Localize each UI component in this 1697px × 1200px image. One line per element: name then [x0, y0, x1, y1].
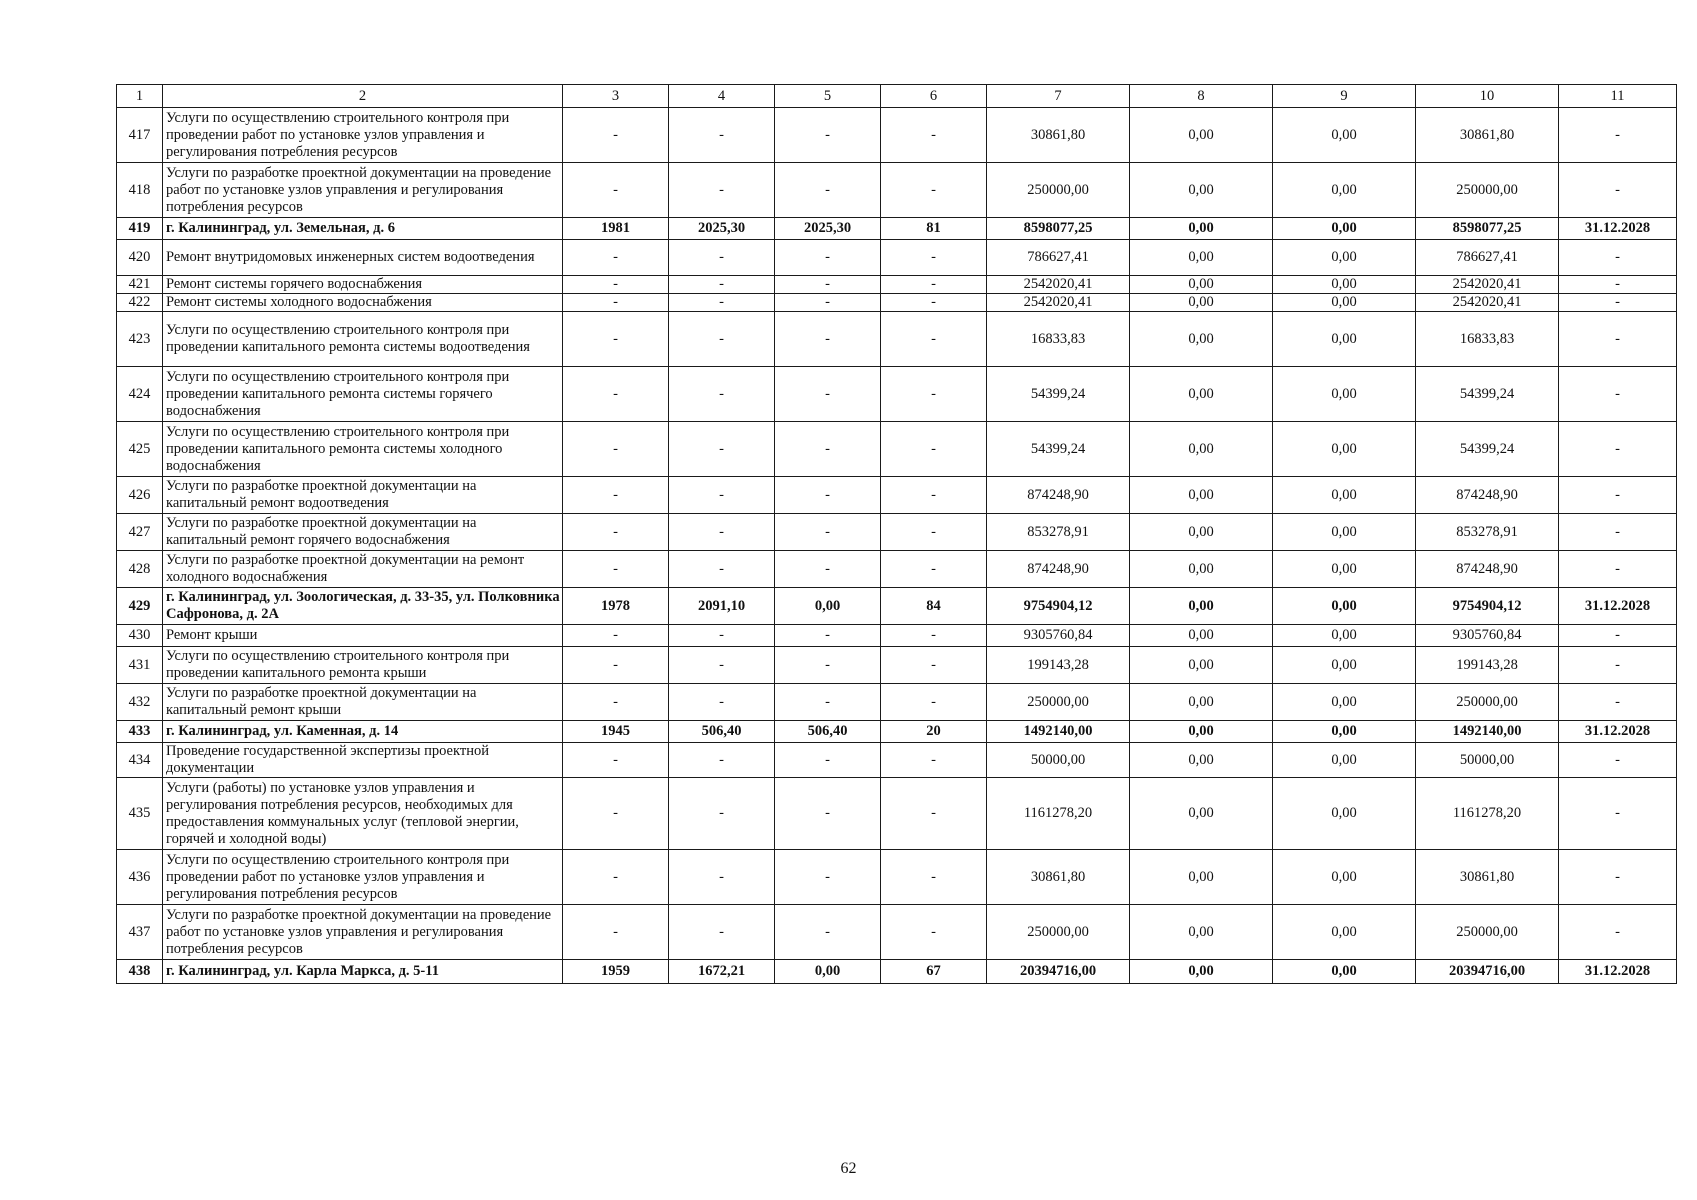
other-cell: 0,00 [1273, 625, 1416, 647]
year-cell: - [563, 276, 669, 294]
deadline-cell: - [1559, 240, 1677, 276]
table-row [117, 647, 1677, 684]
table-row [117, 163, 1677, 218]
fund-cell: 0,00 [1130, 684, 1273, 721]
year-cell: - [563, 625, 669, 647]
total-area-cell: 506,40 [669, 721, 775, 743]
living-area-cell: - [775, 276, 881, 294]
description-cell: Ремонт крыши [163, 625, 563, 647]
fund-cell: 0,00 [1130, 743, 1273, 778]
living-area-cell: - [775, 743, 881, 778]
owners-funds-cell: 1161278,20 [1416, 778, 1559, 850]
owners-funds-cell: 20394716,00 [1416, 960, 1559, 984]
row-number-cell: 434 [117, 743, 163, 778]
row-number-cell: 430 [117, 625, 163, 647]
fund-cell: 0,00 [1130, 625, 1273, 647]
living-area-cell: - [775, 294, 881, 312]
fund-cell: 0,00 [1130, 647, 1273, 684]
total-cost-cell: 1492140,00 [987, 721, 1130, 743]
living-area-cell: - [775, 905, 881, 960]
total-cost-cell: 20394716,00 [987, 960, 1130, 984]
table-row [117, 743, 1677, 778]
total-area-cell: 2025,30 [669, 218, 775, 240]
other-cell: 0,00 [1273, 514, 1416, 551]
residents-cell: - [881, 551, 987, 588]
residents-cell: - [881, 240, 987, 276]
other-cell: 0,00 [1273, 367, 1416, 422]
total-cost-cell: 9754904,12 [987, 588, 1130, 625]
owners-funds-cell: 9305760,84 [1416, 625, 1559, 647]
deadline-cell: - [1559, 684, 1677, 721]
total-area-cell: - [669, 163, 775, 218]
table-row [117, 294, 1677, 312]
other-cell: 0,00 [1273, 477, 1416, 514]
table-row [117, 218, 1677, 240]
fund-cell: 0,00 [1130, 588, 1273, 625]
total-cost-cell: 2542020,41 [987, 294, 1130, 312]
deadline-cell: - [1559, 743, 1677, 778]
year-cell: - [563, 312, 669, 367]
residents-cell: 20 [881, 721, 987, 743]
year-cell: - [563, 850, 669, 905]
total-area-cell: 1672,21 [669, 960, 775, 984]
living-area-cell: 0,00 [775, 588, 881, 625]
table-row [117, 367, 1677, 422]
year-cell: - [563, 294, 669, 312]
owners-funds-cell: 30861,80 [1416, 108, 1559, 163]
year-cell: 1945 [563, 721, 669, 743]
living-area-cell: - [775, 850, 881, 905]
total-area-cell: - [669, 367, 775, 422]
row-number-cell: 438 [117, 960, 163, 984]
row-number-cell: 423 [117, 312, 163, 367]
other-cell: 0,00 [1273, 218, 1416, 240]
table-row [117, 551, 1677, 588]
residents-cell: - [881, 367, 987, 422]
year-cell: - [563, 684, 669, 721]
living-area-cell: - [775, 477, 881, 514]
other-cell: 0,00 [1273, 588, 1416, 625]
total-cost-cell: 50000,00 [987, 743, 1130, 778]
description-cell: Ремонт системы холодного водоснабжения [163, 294, 563, 312]
row-number-cell: 418 [117, 163, 163, 218]
other-cell: 0,00 [1273, 647, 1416, 684]
living-area-cell: - [775, 312, 881, 367]
year-cell: - [563, 108, 669, 163]
table-row [117, 312, 1677, 367]
description-cell: г. Калининград, ул. Зоологическая, д. 33-35, ул. Полковника Сафронова, д. 2А [163, 588, 563, 625]
living-area-cell: 2025,30 [775, 218, 881, 240]
owners-funds-cell: 8598077,25 [1416, 218, 1559, 240]
deadline-cell: - [1559, 514, 1677, 551]
other-cell: 0,00 [1273, 240, 1416, 276]
total-cost-cell: 54399,24 [987, 422, 1130, 477]
fund-cell: 0,00 [1130, 276, 1273, 294]
row-number-cell: 433 [117, 721, 163, 743]
other-cell: 0,00 [1273, 108, 1416, 163]
total-area-cell: - [669, 778, 775, 850]
table-row [117, 588, 1677, 625]
total-cost-cell: 54399,24 [987, 367, 1130, 422]
total-area-cell: - [669, 477, 775, 514]
total-cost-cell: 16833,83 [987, 312, 1130, 367]
total-cost-cell: 30861,80 [987, 108, 1130, 163]
year-cell: - [563, 647, 669, 684]
header-row [117, 85, 1677, 108]
owners-funds-cell: 874248,90 [1416, 477, 1559, 514]
header-cell: 4 [669, 85, 775, 108]
table-row [117, 477, 1677, 514]
fund-cell: 0,00 [1130, 778, 1273, 850]
deadline-cell: - [1559, 850, 1677, 905]
row-number-cell: 426 [117, 477, 163, 514]
description-cell: Услуги по разработке проектной документации на проведение работ по установке узлов управления и регулирования потребления ресурсов [163, 163, 563, 218]
living-area-cell: - [775, 422, 881, 477]
fund-cell: 0,00 [1130, 240, 1273, 276]
fund-cell: 0,00 [1130, 551, 1273, 588]
deadline-cell: - [1559, 422, 1677, 477]
total-area-cell: - [669, 551, 775, 588]
description-cell: Услуги по разработке проектной документации на проведение работ по установке узлов управления и регулирования потребления ресурсов [163, 905, 563, 960]
total-area-cell: - [669, 240, 775, 276]
header-cell: 11 [1559, 85, 1677, 108]
deadline-cell: 31.12.2028 [1559, 588, 1677, 625]
total-area-cell: - [669, 108, 775, 163]
total-area-cell: - [669, 905, 775, 960]
description-cell: Ремонт системы горячего водоснабжения [163, 276, 563, 294]
fund-cell: 0,00 [1130, 312, 1273, 367]
table-row [117, 276, 1677, 294]
row-number-cell: 425 [117, 422, 163, 477]
row-number-cell: 435 [117, 778, 163, 850]
deadline-cell: - [1559, 108, 1677, 163]
owners-funds-cell: 853278,91 [1416, 514, 1559, 551]
row-number-cell: 427 [117, 514, 163, 551]
total-cost-cell: 853278,91 [987, 514, 1130, 551]
living-area-cell: - [775, 367, 881, 422]
deadline-cell: - [1559, 647, 1677, 684]
year-cell: - [563, 163, 669, 218]
residents-cell: - [881, 647, 987, 684]
owners-funds-cell: 250000,00 [1416, 163, 1559, 218]
residents-cell: 84 [881, 588, 987, 625]
table-row [117, 625, 1677, 647]
living-area-cell: - [775, 108, 881, 163]
description-cell: Услуги по осуществлению строительного контроля при проведении работ по установке узлов управления и регулирования потребления ресурсов [163, 108, 563, 163]
residents-cell: 67 [881, 960, 987, 984]
other-cell: 0,00 [1273, 721, 1416, 743]
row-number-cell: 429 [117, 588, 163, 625]
deadline-cell: - [1559, 477, 1677, 514]
residents-cell: - [881, 422, 987, 477]
header-cell: 3 [563, 85, 669, 108]
capital-repair-table [116, 84, 1677, 984]
description-cell: Услуги по разработке проектной документации на капитальный ремонт водоотведения [163, 477, 563, 514]
page-number: 62 [840, 1160, 857, 1177]
year-cell: - [563, 551, 669, 588]
living-area-cell: - [775, 163, 881, 218]
owners-funds-cell: 250000,00 [1416, 684, 1559, 721]
deadline-cell: - [1559, 551, 1677, 588]
total-cost-cell: 9305760,84 [987, 625, 1130, 647]
fund-cell: 0,00 [1130, 905, 1273, 960]
owners-funds-cell: 50000,00 [1416, 743, 1559, 778]
header-cell: 2 [163, 85, 563, 108]
residents-cell: - [881, 684, 987, 721]
living-area-cell: 506,40 [775, 721, 881, 743]
table-row [117, 514, 1677, 551]
total-cost-cell: 250000,00 [987, 684, 1130, 721]
other-cell: 0,00 [1273, 422, 1416, 477]
other-cell: 0,00 [1273, 551, 1416, 588]
table-row [117, 778, 1677, 850]
other-cell: 0,00 [1273, 312, 1416, 367]
total-area-cell: - [669, 312, 775, 367]
living-area-cell: - [775, 551, 881, 588]
total-area-cell: - [669, 276, 775, 294]
deadline-cell: 31.12.2028 [1559, 218, 1677, 240]
living-area-cell: - [775, 625, 881, 647]
residents-cell: - [881, 514, 987, 551]
year-cell: - [563, 743, 669, 778]
total-area-cell: 2091,10 [669, 588, 775, 625]
row-number-cell: 424 [117, 367, 163, 422]
deadline-cell: - [1559, 312, 1677, 367]
residents-cell: - [881, 163, 987, 218]
deadline-cell: - [1559, 294, 1677, 312]
description-cell: Услуги по разработке проектной документации на капитальный ремонт горячего водоснабжения [163, 514, 563, 551]
description-cell: Услуги по осуществлению строительного контроля при проведении капитального ремонта системы горячего водоснабжения [163, 367, 563, 422]
residents-cell: 81 [881, 218, 987, 240]
other-cell: 0,00 [1273, 684, 1416, 721]
deadline-cell: - [1559, 905, 1677, 960]
living-area-cell: - [775, 778, 881, 850]
fund-cell: 0,00 [1130, 422, 1273, 477]
table-row [117, 240, 1677, 276]
table-row [117, 960, 1677, 984]
living-area-cell: - [775, 514, 881, 551]
total-cost-cell: 786627,41 [987, 240, 1130, 276]
fund-cell: 0,00 [1130, 108, 1273, 163]
table-row [117, 721, 1677, 743]
year-cell: - [563, 240, 669, 276]
fund-cell: 0,00 [1130, 477, 1273, 514]
year-cell: - [563, 778, 669, 850]
owners-funds-cell: 9754904,12 [1416, 588, 1559, 625]
residents-cell: - [881, 108, 987, 163]
living-area-cell: - [775, 647, 881, 684]
owners-funds-cell: 199143,28 [1416, 647, 1559, 684]
fund-cell: 0,00 [1130, 367, 1273, 422]
year-cell: 1981 [563, 218, 669, 240]
deadline-cell: 31.12.2028 [1559, 960, 1677, 984]
row-number-cell: 420 [117, 240, 163, 276]
living-area-cell: 0,00 [775, 960, 881, 984]
table-row [117, 108, 1677, 163]
owners-funds-cell: 786627,41 [1416, 240, 1559, 276]
other-cell: 0,00 [1273, 276, 1416, 294]
row-number-cell: 421 [117, 276, 163, 294]
other-cell: 0,00 [1273, 960, 1416, 984]
other-cell: 0,00 [1273, 294, 1416, 312]
total-cost-cell: 250000,00 [987, 163, 1130, 218]
table-row [117, 684, 1677, 721]
year-cell: - [563, 367, 669, 422]
residents-cell: - [881, 905, 987, 960]
description-cell: Услуги по осуществлению строительного контроля при проведении работ по установке узлов управления и регулирования потребления ресурсов [163, 850, 563, 905]
row-number-cell: 417 [117, 108, 163, 163]
table-row [117, 422, 1677, 477]
fund-cell: 0,00 [1130, 850, 1273, 905]
owners-funds-cell: 54399,24 [1416, 422, 1559, 477]
year-cell: - [563, 422, 669, 477]
other-cell: 0,00 [1273, 743, 1416, 778]
description-cell: Услуги (работы) по установке узлов управления и регулирования потребления ресурсов, необходимых для предоставления коммунальных услуг (тепловой энергии, горячей и холодной воды) [163, 778, 563, 850]
total-area-cell: - [669, 743, 775, 778]
row-number-cell: 422 [117, 294, 163, 312]
description-cell: Услуги по осуществлению строительного контроля при проведении капитального ремонта системы холодного водоснабжения [163, 422, 563, 477]
total-cost-cell: 1161278,20 [987, 778, 1130, 850]
row-number-cell: 432 [117, 684, 163, 721]
total-cost-cell: 874248,90 [987, 551, 1130, 588]
living-area-cell: - [775, 240, 881, 276]
total-area-cell: - [669, 294, 775, 312]
fund-cell: 0,00 [1130, 163, 1273, 218]
other-cell: 0,00 [1273, 850, 1416, 905]
total-cost-cell: 30861,80 [987, 850, 1130, 905]
total-area-cell: - [669, 514, 775, 551]
header-cell: 10 [1416, 85, 1559, 108]
fund-cell: 0,00 [1130, 514, 1273, 551]
header-cell: 6 [881, 85, 987, 108]
year-cell: 1959 [563, 960, 669, 984]
description-cell: Услуги по разработке проектной документации на капитальный ремонт крыши [163, 684, 563, 721]
owners-funds-cell: 54399,24 [1416, 367, 1559, 422]
deadline-cell: - [1559, 625, 1677, 647]
description-cell: г. Калининград, ул. Каменная, д. 14 [163, 721, 563, 743]
header-cell: 7 [987, 85, 1130, 108]
year-cell: - [563, 514, 669, 551]
total-cost-cell: 874248,90 [987, 477, 1130, 514]
owners-funds-cell: 250000,00 [1416, 905, 1559, 960]
description-cell: Проведение государственной экспертизы проектной документации [163, 743, 563, 778]
total-area-cell: - [669, 422, 775, 477]
owners-funds-cell: 2542020,41 [1416, 294, 1559, 312]
residents-cell: - [881, 312, 987, 367]
description-cell: Ремонт внутридомовых инженерных систем водоотведения [163, 240, 563, 276]
residents-cell: - [881, 276, 987, 294]
total-cost-cell: 199143,28 [987, 647, 1130, 684]
description-cell: Услуги по разработке проектной документации на ремонт холодного водоснабжения [163, 551, 563, 588]
total-area-cell: - [669, 647, 775, 684]
owners-funds-cell: 16833,83 [1416, 312, 1559, 367]
table-row [117, 905, 1677, 960]
description-cell: Услуги по осуществлению строительного контроля при проведении капитального ремонта крыши [163, 647, 563, 684]
total-cost-cell: 8598077,25 [987, 218, 1130, 240]
fund-cell: 0,00 [1130, 721, 1273, 743]
other-cell: 0,00 [1273, 163, 1416, 218]
owners-funds-cell: 874248,90 [1416, 551, 1559, 588]
header-cell: 9 [1273, 85, 1416, 108]
other-cell: 0,00 [1273, 905, 1416, 960]
row-number-cell: 431 [117, 647, 163, 684]
deadline-cell: - [1559, 367, 1677, 422]
owners-funds-cell: 2542020,41 [1416, 276, 1559, 294]
residents-cell: - [881, 743, 987, 778]
total-area-cell: - [669, 684, 775, 721]
row-number-cell: 437 [117, 905, 163, 960]
deadline-cell: 31.12.2028 [1559, 721, 1677, 743]
residents-cell: - [881, 477, 987, 514]
deadline-cell: - [1559, 778, 1677, 850]
row-number-cell: 436 [117, 850, 163, 905]
fund-cell: 0,00 [1130, 294, 1273, 312]
description-cell: г. Калининград, ул. Земельная, д. 6 [163, 218, 563, 240]
residents-cell: - [881, 625, 987, 647]
residents-cell: - [881, 778, 987, 850]
deadline-cell: - [1559, 276, 1677, 294]
header-cell: 1 [117, 85, 163, 108]
owners-funds-cell: 30861,80 [1416, 850, 1559, 905]
year-cell: - [563, 905, 669, 960]
row-number-cell: 428 [117, 551, 163, 588]
owners-funds-cell: 1492140,00 [1416, 721, 1559, 743]
description-cell: г. Калининград, ул. Карла Маркса, д. 5-11 [163, 960, 563, 984]
total-cost-cell: 2542020,41 [987, 276, 1130, 294]
table-row [117, 850, 1677, 905]
row-number-cell: 419 [117, 218, 163, 240]
year-cell: 1978 [563, 588, 669, 625]
total-area-cell: - [669, 625, 775, 647]
header-cell: 5 [775, 85, 881, 108]
year-cell: - [563, 477, 669, 514]
description-cell: Услуги по осуществлению строительного контроля при проведении капитального ремонта системы водоотведения [163, 312, 563, 367]
total-area-cell: - [669, 850, 775, 905]
living-area-cell: - [775, 684, 881, 721]
fund-cell: 0,00 [1130, 960, 1273, 984]
fund-cell: 0,00 [1130, 218, 1273, 240]
deadline-cell: - [1559, 163, 1677, 218]
total-cost-cell: 250000,00 [987, 905, 1130, 960]
residents-cell: - [881, 850, 987, 905]
header-cell: 8 [1130, 85, 1273, 108]
other-cell: 0,00 [1273, 778, 1416, 850]
residents-cell: - [881, 294, 987, 312]
